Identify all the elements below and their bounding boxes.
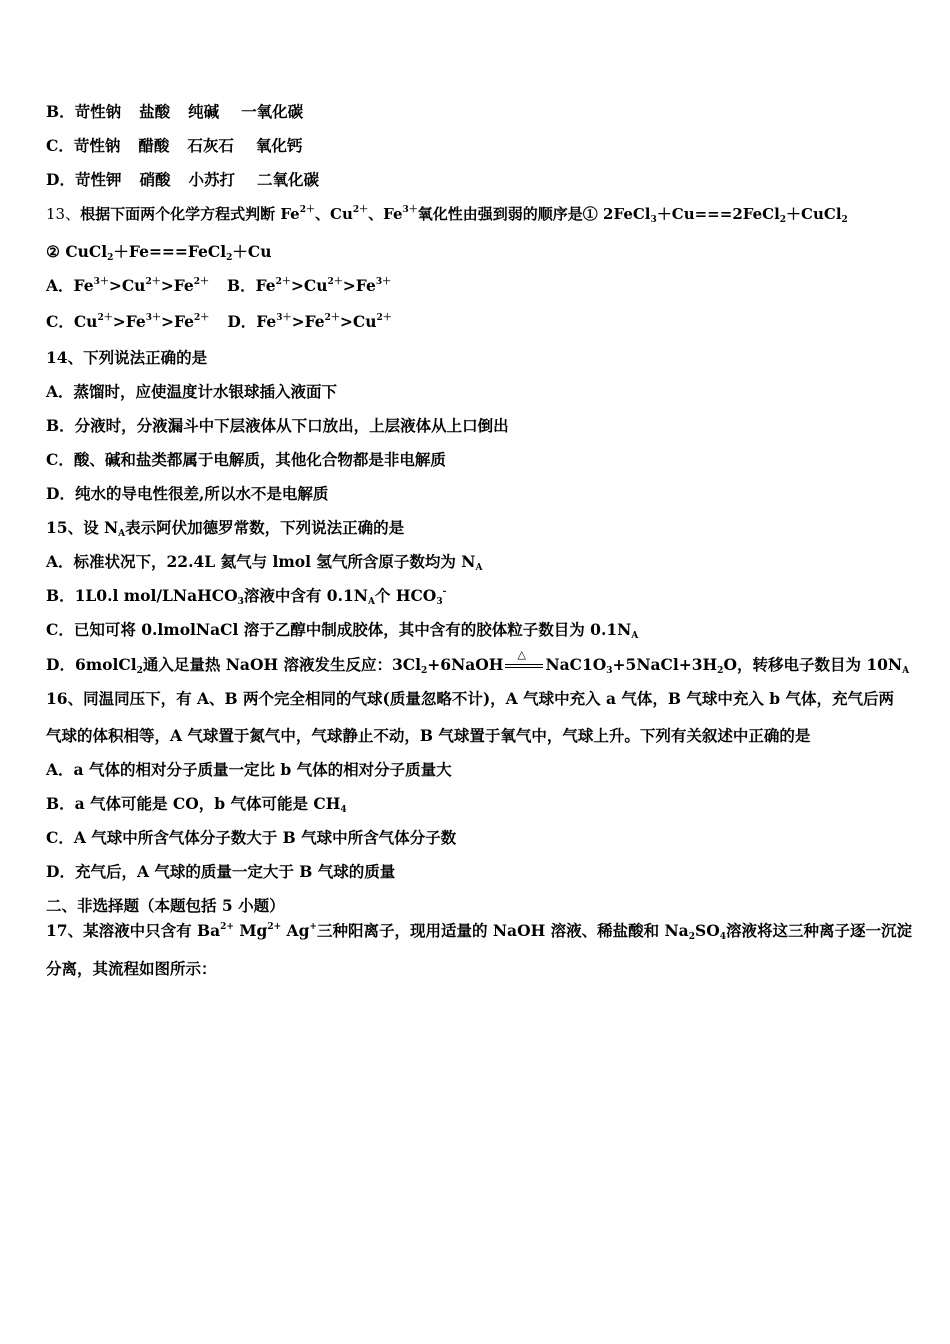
q12-option-d: D．苛性钾 硝酸 小苏打 二氧化碳 bbox=[46, 170, 320, 189]
q17-stem-line-1: 17、某溶液中只含有 $Ba^{2+}$ $Mg^{2+}$ Ag+三种阳离子，现用适量的 NaOH 溶液、稀盐酸和 $Na_2SO_4$溶液将这三种离子逐一沉淀 bbox=[46, 921, 912, 942]
q16-stem-line-1: 16、同温同压下，有 A、B 两个完全相同的气球(质量忽略不计)，A 气球中充入 a 气体，B 气球中充入 b 气体，充气后两 bbox=[46, 689, 895, 708]
q14-option-b: B．分液时，分液漏斗中下层液体从下口放出，上层液体从上口倒出 bbox=[46, 416, 509, 435]
q16-option-c: C．A 气球中所含气体分子数大于 B 气球中所含气体分子数 bbox=[46, 828, 457, 847]
q13-options-cd: C．$Cu^{2+}>Fe^{3+}>Fe^{2+}$ D．$Fe^{3+}>Fe^{2+}>Cu^{2+}$ bbox=[46, 312, 392, 331]
q16-option-b: B．a 气体可能是 CO，b 气体可能是 $CH_4$ bbox=[46, 794, 347, 815]
q15-option-d: D．6molCl$_2$通入足量热 NaOH 溶液发生反应：$3Cl_2+6NaOH$ △ $NaC1O_3+5NaCl+3H_2O$，转移电子数目为 $10N_A$ bbox=[46, 648, 910, 676]
q13-options-ab: A．$Fe^{3+}>Cu^{2+}>Fe^{2+}$ B．$Fe^{2+}>Cu^{2+}>Fe^{3+}$ bbox=[46, 276, 392, 295]
q12-option-c: C．苛性钠 醋酸 石灰石 氧化钙 bbox=[46, 136, 303, 155]
q16-option-d: D．充气后，A 气球的质量一定大于 B 气球的质量 bbox=[46, 862, 396, 881]
q13-stem: 13、根据下面两个化学方程式判断 $Fe^{2+}$、$Cu^{2+}$、$Fe^{3+}$氧化性由强到弱的顺序是① 2FeCl$_3$＋Cu===2FeCl$_2$＋CuCl$_2$ bbox=[46, 205, 848, 225]
heat-reaction-arrow bbox=[505, 648, 543, 671]
q13-equation-2: ② CuCl$_2$＋Fe===FeCl$_2$＋Cu bbox=[46, 242, 272, 263]
q15-option-a: A．标准状况下，22.4L 氦气与 lmol 氢气所含原子数均为 $N_A$ bbox=[46, 552, 483, 573]
q14-option-a: A．蒸馏时，应使温度计水银球插入液面下 bbox=[46, 382, 338, 401]
q14-option-d: D．纯水的导电性很差,所以水不是电解质 bbox=[46, 484, 329, 503]
q15-option-b: B．1L0.l mol/LNaHCO$_3$溶液中含有 $0.1N_A$个 $HCO_3^-$ bbox=[46, 586, 447, 607]
heat-triangle-icon: △ bbox=[517, 648, 526, 661]
q12-option-b: B．苛性钠 盐酸 纯碱 一氧化碳 bbox=[46, 102, 304, 121]
q15-option-c: C．已知可将 0.lmolNaCl 溶于乙醇中制成胶体，其中含有的胶体粒子数目为 $0.1N_A$ bbox=[46, 620, 639, 641]
q16-option-a: A．a 气体的相对分子质量一定比 b 气体的相对分子质量大 bbox=[46, 760, 452, 779]
q16-stem-line-2: 气球的体积相等，A 气球置于氮气中，气球静止不动，B 气球置于氧气中，气球上升。下列有关叙述中正确的是 bbox=[46, 726, 811, 745]
section-2-title: 二、非选择题（本题包括 5 小题） bbox=[46, 896, 285, 915]
q17-stem-line-2: 分离，其流程如图所示： bbox=[46, 959, 217, 978]
q14-option-c: C．酸、碱和盐类都属于电解质，其他化合物都是非电解质 bbox=[46, 450, 446, 469]
q15-stem: 15、设 $N_A$表示阿伏加德罗常数，下列说法正确的是 bbox=[46, 518, 405, 539]
q14-stem: 14、下列说法正确的是 bbox=[46, 348, 208, 367]
